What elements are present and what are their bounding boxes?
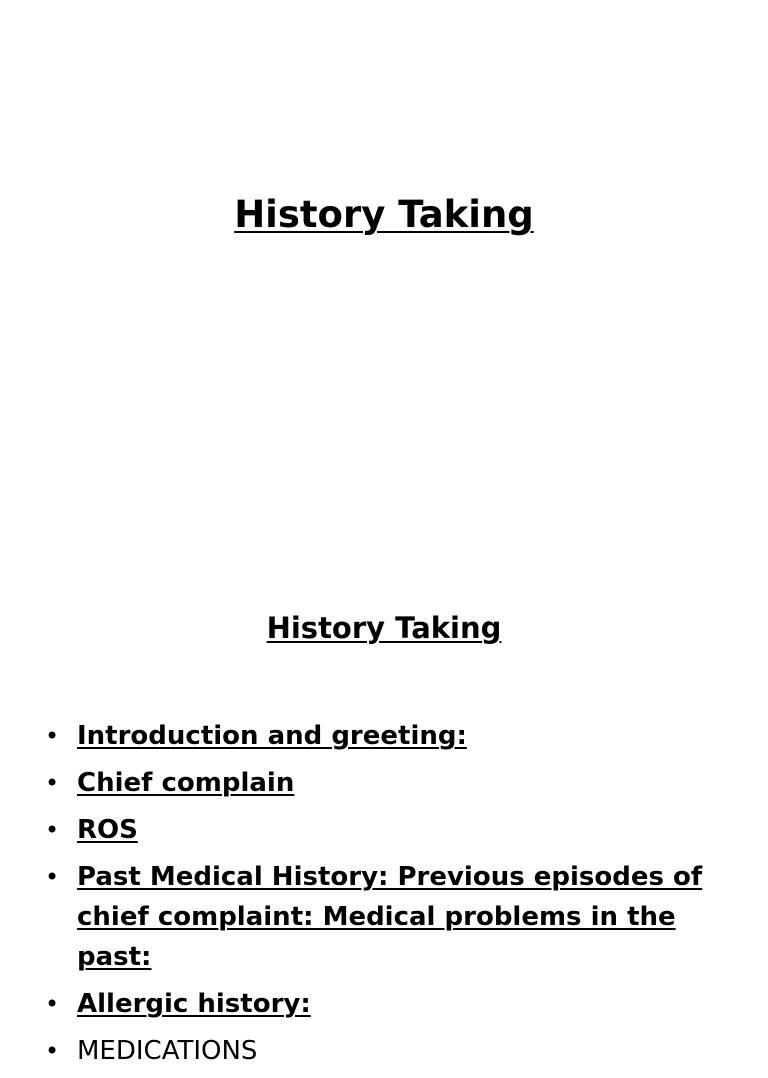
list-item [0,857,768,977]
bullet-text: Allergic history: [77,989,311,1019]
bullet-text: MEDICATIONS [77,1036,258,1066]
section-title: History Taking [266,611,502,645]
list-item [0,984,768,1024]
bullet-icon: • [45,722,60,750]
bullet-icon: • [45,1037,60,1065]
bullet-text: Chief complain [77,768,295,798]
bullet-text: Introduction and greeting: [77,721,467,751]
slide-title: History Taking [234,193,534,236]
list-item [0,1031,768,1071]
list-item [0,716,768,756]
bullet-icon: • [45,863,60,891]
bullet-icon: • [45,816,60,844]
bullet-icon: • [45,990,60,1018]
bullet-text: ROS [77,815,138,845]
list-item [0,810,768,850]
list-item [0,763,768,803]
bullet-text: Past Medical History: Previous episodes of chief complaint: Medical problems in the past: [77,862,703,972]
bullet-icon: • [45,769,60,797]
